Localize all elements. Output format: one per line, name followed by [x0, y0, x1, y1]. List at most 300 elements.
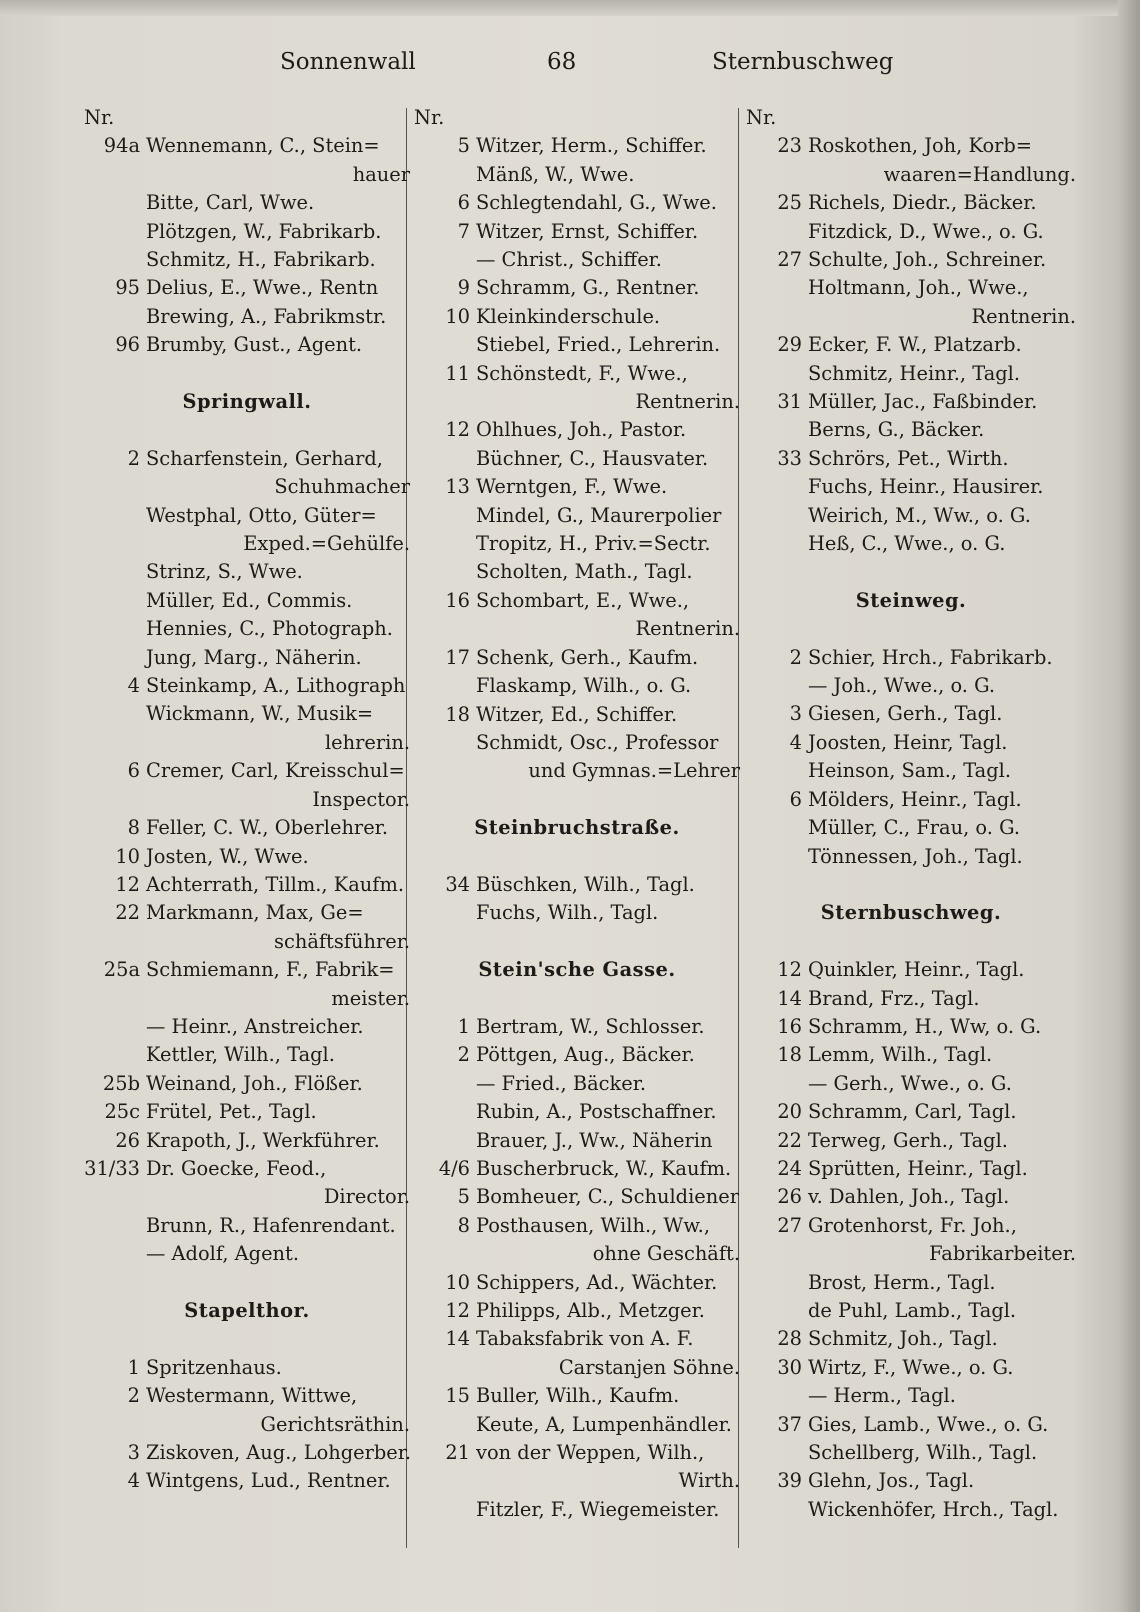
running-header [0, 44, 1140, 84]
directory-entry [414, 218, 740, 246]
resident-text: Wirtz, F., Wwe., o. G. [808, 1355, 1014, 1379]
resident-text-continuation: Fabrikarbeiter. [929, 1242, 1076, 1266]
house-number: 26 [115, 1128, 140, 1152]
resident-text: Werntgen, F., Wwe. [476, 475, 668, 499]
directory-entry [414, 899, 740, 927]
house-number: 14 [445, 1327, 470, 1351]
house-number: 95 [115, 276, 140, 300]
directory-entry [746, 1070, 1076, 1098]
house-number: 1 [127, 1355, 140, 1379]
resident-text: Fuchs, Heinr., Hausirer. [808, 475, 1044, 499]
directory-entry [746, 644, 1076, 672]
directory-entry [84, 1240, 410, 1268]
house-number: 28 [777, 1327, 802, 1351]
nr-label: Nr. [84, 106, 115, 129]
resident-text: Krapoth, J., Werkführer. [146, 1128, 380, 1152]
resident-text: Schier, Hrch., Fabrikarb. [808, 645, 1053, 669]
directory-entry [746, 672, 1076, 700]
resident-text: Holtmann, Joh., Wwe., [808, 276, 1029, 300]
resident-text: Spritzenhaus. [146, 1355, 282, 1379]
resident-text: Schramm, G., Rentner. [476, 276, 700, 300]
resident-text: v. Dahlen, Joh., Tagl. [808, 1185, 1010, 1209]
resident-text-continuation: lehrerin. [324, 730, 410, 754]
directory-entry [84, 132, 410, 189]
directory-entry [414, 1183, 740, 1211]
resident-text: Weinand, Joh., Flößer. [146, 1071, 363, 1095]
house-number: 8 [457, 1213, 470, 1237]
resident-text-continuation: Rentnerin. [635, 390, 740, 414]
directory-entry [746, 274, 1076, 331]
resident-text: Büchner, C., Hausvater. [476, 446, 709, 470]
resident-text: Heß, C., Wwe., o. G. [808, 532, 1006, 556]
directory-entry [414, 1439, 740, 1496]
directory-entry [84, 1098, 410, 1126]
directory-entry [84, 814, 410, 842]
directory-entry [746, 1439, 1076, 1467]
resident-text-continuation: ohne Geschäft. [592, 1242, 740, 1266]
directory-entry [84, 1155, 410, 1212]
resident-text: Schippers, Ad., Wächter. [476, 1270, 718, 1294]
directory-entry [414, 558, 740, 586]
resident-text: Buller, Wilh., Kaufm. [476, 1384, 680, 1408]
resident-text: Steinkamp, A., Lithograph [146, 674, 406, 698]
resident-text: — Adolf, Agent. [146, 1242, 299, 1266]
house-number: 29 [777, 333, 802, 357]
directory-entry [414, 1070, 740, 1098]
directory-entry [746, 1098, 1076, 1126]
resident-text: Witzer, Ed., Schiffer. [476, 702, 678, 726]
resident-text: Ziskoven, Aug., Lohgerber. [146, 1441, 412, 1465]
house-number: 2 [457, 1043, 470, 1067]
resident-text-continuation: Inspector. [312, 787, 410, 811]
directory-entry [414, 729, 740, 786]
column-3 [746, 104, 1076, 1524]
directory-entry [414, 445, 740, 473]
resident-text: Kleinkinderschule. [476, 304, 661, 328]
directory-entry [84, 1467, 410, 1495]
house-number: 94a [103, 134, 140, 158]
house-number: 1 [457, 1014, 470, 1038]
house-number: 21 [445, 1441, 470, 1465]
resident-text: Bertram, W., Schlosser. [476, 1014, 705, 1038]
street-heading: Sternbuschweg. [820, 901, 1002, 925]
resident-text-continuation: hauer [352, 162, 410, 186]
resident-text: Schombart, E., Wwe., [476, 588, 690, 612]
page-right-edge [1118, 0, 1140, 1612]
resident-text: Witzer, Herm., Schiffer. [476, 134, 707, 158]
resident-text: Brumby, Gust., Agent. [146, 333, 363, 357]
resident-text: Glehn, Jos., Tagl. [808, 1469, 975, 1493]
directory-entry [746, 1467, 1076, 1495]
house-number: 6 [457, 191, 470, 215]
street-heading: Steinbruchstraße. [474, 816, 680, 840]
resident-text: Bitte, Carl, Wwe. [146, 191, 315, 215]
directory-entry [746, 218, 1076, 246]
resident-text: Heinson, Sam., Tagl. [808, 759, 1012, 783]
resident-text: Berns, G., Bäcker. [808, 418, 985, 442]
directory-entry [746, 1297, 1076, 1325]
directory-entry [414, 303, 740, 331]
house-number: 18 [445, 702, 470, 726]
directory-entry [84, 871, 410, 899]
directory-entry [746, 1127, 1076, 1155]
directory-entry [84, 757, 410, 814]
house-number: 25b [102, 1071, 140, 1095]
house-number: 2 [789, 645, 802, 669]
resident-text: Hennies, C., Photograph. [146, 617, 393, 641]
resident-text: Schmitz, H., Fabrikarb. [146, 248, 376, 272]
street-heading: Steinweg. [855, 588, 967, 612]
directory-entry [414, 871, 740, 899]
directory-entry [746, 1183, 1076, 1211]
house-number: 22 [777, 1128, 802, 1152]
resident-text: Schramm, H., Ww, o. G. [808, 1014, 1042, 1038]
resident-text: Wintgens, Lud., Rentner. [146, 1469, 391, 1493]
house-number: 27 [777, 248, 802, 272]
directory-entry [414, 1127, 740, 1155]
directory-entry [84, 587, 410, 615]
house-number: 12 [777, 958, 802, 982]
resident-text: Schellberg, Wilh., Tagl. [808, 1441, 1038, 1465]
resident-text: Josten, W., Wwe. [146, 844, 309, 868]
resident-text: Markmann, Max, Ge= [146, 901, 364, 925]
house-number: 23 [777, 134, 802, 158]
directory-entry [414, 530, 740, 558]
house-number: 5 [457, 1185, 470, 1209]
house-number: 4 [127, 1469, 140, 1493]
resident-text: Wickenhöfer, Hrch., Tagl. [808, 1497, 1059, 1521]
house-number: 25c [104, 1100, 140, 1124]
resident-text-continuation: und Gymnas.=Lehrer [528, 759, 740, 783]
directory-entry [84, 1041, 410, 1069]
resident-text: Schrörs, Pet., Wirth. [808, 446, 1009, 470]
page-top-edge [0, 0, 1140, 16]
house-number: 7 [457, 219, 470, 243]
house-number: 4 [127, 674, 140, 698]
directory-entry [84, 700, 410, 757]
resident-text: Achterrath, Tillm., Kaufm. [146, 872, 405, 896]
resident-text: Kettler, Wilh., Tagl. [146, 1043, 335, 1067]
directory-entry [746, 1496, 1076, 1524]
resident-text: Wickmann, W., Musik= [146, 702, 374, 726]
resident-text: Mänß, W., Wwe. [476, 162, 635, 186]
resident-text: — Herm., Tagl. [808, 1384, 956, 1408]
house-number: 4 [789, 730, 802, 754]
directory-entry [414, 1212, 740, 1269]
house-number: 10 [445, 304, 470, 328]
directory-entry [746, 445, 1076, 473]
directory-entry [746, 1325, 1076, 1353]
resident-text: Buscherbruck, W., Kaufm. [476, 1156, 732, 1180]
resident-text: Wennemann, C., Stein= [146, 134, 380, 158]
house-number: 15 [445, 1384, 470, 1408]
directory-entry [414, 246, 740, 274]
resident-text: Tönnessen, Joh., Tagl. [808, 844, 1023, 868]
house-number: 9 [457, 276, 470, 300]
house-number: 3 [127, 1441, 140, 1465]
header-left-street: Sonnenwall [280, 49, 416, 75]
street-heading: Stein'sche Gasse. [478, 958, 676, 982]
house-number: 20 [777, 1100, 802, 1124]
directory-entry [414, 132, 740, 160]
house-number: 12 [445, 418, 470, 442]
house-number: 96 [115, 333, 140, 357]
resident-text: Flaskamp, Wilh., o. G. [476, 674, 692, 698]
resident-text: Pöttgen, Aug., Bäcker. [476, 1043, 695, 1067]
directory-entry [746, 246, 1076, 274]
resident-text: Rubin, A., Postschaffner. [476, 1100, 717, 1124]
resident-text-continuation: schäftsführer. [274, 929, 410, 953]
directory-entry [84, 558, 410, 586]
resident-text: Plötzgen, W., Fabrikarb. [146, 219, 382, 243]
resident-text: Müller, C., Frau, o. G. [808, 816, 1021, 840]
house-number: 10 [445, 1270, 470, 1294]
house-number: 12 [445, 1298, 470, 1322]
resident-text: Brauer, J., Ww., Näherin [476, 1128, 713, 1152]
directory-entry [746, 530, 1076, 558]
directory-entry [84, 843, 410, 871]
resident-text: Schmiemann, F., Fabrik= [146, 958, 395, 982]
directory-entry [414, 1098, 740, 1126]
directory-entry [746, 473, 1076, 501]
house-number: 13 [445, 475, 470, 499]
directory-entry [84, 303, 410, 331]
resident-text: Richels, Diedr., Bäcker. [808, 191, 1037, 215]
house-number: 6 [789, 787, 802, 811]
resident-text: Schenk, Gerh., Kaufm. [476, 645, 699, 669]
directory-entry [414, 331, 740, 359]
resident-text-continuation: Rentnerin. [971, 304, 1076, 328]
resident-text: Brunn, R., Hafenrendant. [146, 1213, 396, 1237]
resident-text-continuation: Carstanjen Söhne. [558, 1355, 740, 1379]
directory-entry [746, 360, 1076, 388]
directory-entry [414, 701, 740, 729]
resident-text: Tabaksfabrik von A. F. [476, 1327, 694, 1351]
directory-entry [746, 502, 1076, 530]
directory-entry [414, 1496, 740, 1524]
house-number: 10 [115, 844, 140, 868]
house-number: 4/6 [438, 1156, 470, 1180]
resident-text: Frütel, Pet., Tagl. [146, 1100, 317, 1124]
directory-entry [746, 1382, 1076, 1410]
house-number: 14 [777, 986, 802, 1010]
resident-text: Strinz, S., Wwe. [146, 560, 303, 584]
directory-entry [746, 814, 1076, 842]
resident-text: Joosten, Heinr, Tagl. [808, 730, 1008, 754]
resident-text: Stiebel, Fried., Lehrerin. [476, 333, 721, 357]
directory-entry [746, 132, 1076, 189]
resident-text: Mindel, G., Maurerpolier [476, 503, 722, 527]
resident-text: Witzer, Ernst, Schiffer. [476, 219, 699, 243]
directory-entry [84, 189, 410, 217]
street-heading: Springwall. [182, 390, 312, 414]
house-number: 27 [777, 1213, 802, 1237]
directory-entry [84, 956, 410, 1013]
resident-text-continuation: Gerichtsräthin. [260, 1412, 410, 1436]
resident-text: Schulte, Joh., Schreiner. [808, 248, 1047, 272]
directory-entry [746, 1212, 1076, 1269]
directory-entry [84, 644, 410, 672]
resident-text: Quinkler, Heinr., Tagl. [808, 958, 1025, 982]
directory-entry [414, 1297, 740, 1325]
resident-text: Müller, Ed., Commis. [146, 588, 353, 612]
house-number: 5 [457, 134, 470, 158]
directory-entry [746, 700, 1076, 728]
page-number: 68 [547, 49, 577, 75]
house-number: 17 [445, 645, 470, 669]
directory-entry [84, 274, 410, 302]
resident-text: Grotenhorst, Fr. Joh., [808, 1213, 1017, 1237]
resident-text: Schmitz, Joh., Tagl. [808, 1327, 998, 1351]
house-number: 18 [777, 1043, 802, 1067]
house-number: 16 [777, 1014, 802, 1038]
directory-entry [84, 1127, 410, 1155]
directory-entry [746, 729, 1076, 757]
resident-text: Brost, Herm., Tagl. [808, 1270, 996, 1294]
directory-entry [84, 1382, 410, 1439]
resident-text: — Christ., Schiffer. [476, 248, 662, 272]
resident-text-continuation: Wirth. [678, 1469, 740, 1493]
house-number: 25a [103, 958, 140, 982]
resident-text-continuation: waaren=Handlung. [883, 162, 1076, 186]
house-number: 8 [127, 816, 140, 840]
column-2 [414, 104, 740, 1524]
directory-entry [414, 274, 740, 302]
directory-entry [746, 331, 1076, 359]
resident-text: Weirich, M., Ww., o. G. [808, 503, 1031, 527]
column-1 [84, 104, 410, 1496]
resident-text: Schönstedt, F., Wwe., [476, 361, 688, 385]
directory-entry [746, 786, 1076, 814]
resident-text-continuation: meister. [331, 986, 410, 1010]
directory-entry [84, 331, 410, 359]
header-right-street: Sternbuschweg [712, 49, 894, 75]
resident-text: — Joh., Wwe., o. G. [808, 674, 996, 698]
resident-text: Cremer, Carl, Kreisschul= [146, 759, 405, 783]
directory-entry [746, 956, 1076, 984]
resident-text: Mölders, Heinr., Tagl. [808, 787, 1022, 811]
resident-text: Fitzler, F., Wiegemeister. [476, 1497, 720, 1521]
house-number: 33 [777, 446, 802, 470]
resident-text: Schlegtendahl, G., Wwe. [476, 191, 717, 215]
house-number: 2 [127, 446, 140, 470]
directory-entry [746, 388, 1076, 416]
directory-entry [84, 1070, 410, 1098]
resident-text: Schramm, Carl, Tagl. [808, 1100, 1017, 1124]
resident-text: Fuchs, Wilh., Tagl. [476, 901, 659, 925]
resident-text: Ohlhues, Joh., Pastor. [476, 418, 687, 442]
resident-text-continuation: Schuhmacher [274, 475, 410, 499]
resident-text: — Gerh., Wwe., o. G. [808, 1071, 1012, 1095]
resident-text: Philipps, Alb., Metzger. [476, 1298, 705, 1322]
directory-entry [84, 1354, 410, 1382]
directory-entry [746, 1041, 1076, 1069]
directory-entry [414, 502, 740, 530]
directory-entry [84, 246, 410, 274]
directory-entry [746, 757, 1076, 785]
resident-text: Sprütten, Heinr., Tagl. [808, 1156, 1028, 1180]
directory-entry [746, 189, 1076, 217]
directory-entry [84, 672, 410, 700]
resident-text: Schmitz, Heinr., Tagl. [808, 361, 1021, 385]
directory-entry [746, 416, 1076, 444]
directory-entry [84, 1212, 410, 1240]
house-number: 31/33 [84, 1156, 140, 1180]
directory-entry [84, 218, 410, 246]
resident-text: Roskothen, Joh, Korb= [808, 134, 1033, 158]
resident-text: Feller, C. W., Oberlehrer. [146, 816, 388, 840]
house-number: 16 [445, 588, 470, 612]
directory-entry [414, 672, 740, 700]
directory-entry [84, 1013, 410, 1041]
resident-text: Delius, E., Wwe., Rentn [146, 276, 379, 300]
resident-text: Fitzdick, D., Wwe., o. G. [808, 219, 1044, 243]
directory-entry [414, 587, 740, 644]
directory-entry [414, 1382, 740, 1410]
resident-text: Westphal, Otto, Güter= [146, 503, 377, 527]
directory-entry [414, 416, 740, 444]
directory-entry [414, 1325, 740, 1382]
nr-label: Nr. [746, 106, 777, 129]
directory-entry [746, 1013, 1076, 1041]
resident-text: Posthausen, Wilh., Ww., [476, 1213, 710, 1237]
resident-text: Keute, A, Lumpenhändler. [476, 1412, 732, 1436]
directory-entry [414, 473, 740, 501]
directory-entry [414, 644, 740, 672]
house-number: 26 [777, 1185, 802, 1209]
street-heading: Stapelthor. [184, 1299, 310, 1322]
resident-text: Westermann, Wittwe, [146, 1384, 358, 1408]
resident-text: Tropitz, H., Priv.=Sectr. [476, 532, 711, 556]
house-number: 2 [127, 1384, 140, 1408]
resident-text: Büschken, Wilh., Tagl. [476, 872, 695, 896]
directory-entry [414, 360, 740, 417]
resident-text: Brand, Frz., Tagl. [808, 986, 980, 1010]
directory-entry [414, 1269, 740, 1297]
directory-entry [84, 899, 410, 956]
resident-text-continuation: Director. [323, 1185, 410, 1209]
resident-text: Ecker, F. W., Platzarb. [808, 333, 1022, 357]
resident-text: de Puhl, Lamb., Tagl. [808, 1298, 1017, 1322]
directory-entry [414, 189, 740, 217]
resident-text: von der Weppen, Wilh., [476, 1441, 705, 1465]
resident-text: Scholten, Math., Tagl. [476, 560, 693, 584]
resident-text: Gies, Lamb., Wwe., o. G. [808, 1412, 1049, 1436]
house-number: 22 [115, 901, 140, 925]
directory-entry [414, 1155, 740, 1183]
resident-text: Schmidt, Osc., Professor [476, 730, 719, 754]
directory-entry [84, 1439, 410, 1467]
resident-text: Lemm, Wilh., Tagl. [808, 1043, 993, 1067]
house-number: 6 [127, 759, 140, 783]
house-number: 30 [777, 1355, 802, 1379]
directory-entry [746, 1354, 1076, 1382]
house-number: 3 [789, 702, 802, 726]
directory-entry [746, 985, 1076, 1013]
resident-text: Terweg, Gerh., Tagl. [808, 1128, 1008, 1152]
house-number: 31 [777, 390, 802, 414]
resident-text: Giesen, Gerh., Tagl. [808, 702, 1003, 726]
house-number: 34 [445, 872, 470, 896]
house-number: 37 [777, 1412, 802, 1436]
directory-entry [414, 1013, 740, 1041]
resident-text: Jung, Marg., Näherin. [146, 645, 362, 669]
house-number: 24 [777, 1156, 802, 1180]
directory-entry [746, 843, 1076, 871]
directory-entry [414, 1041, 740, 1069]
resident-text: Brewing, A., Fabrikmstr. [146, 304, 387, 328]
resident-text: Müller, Jac., Faßbinder. [808, 390, 1038, 414]
